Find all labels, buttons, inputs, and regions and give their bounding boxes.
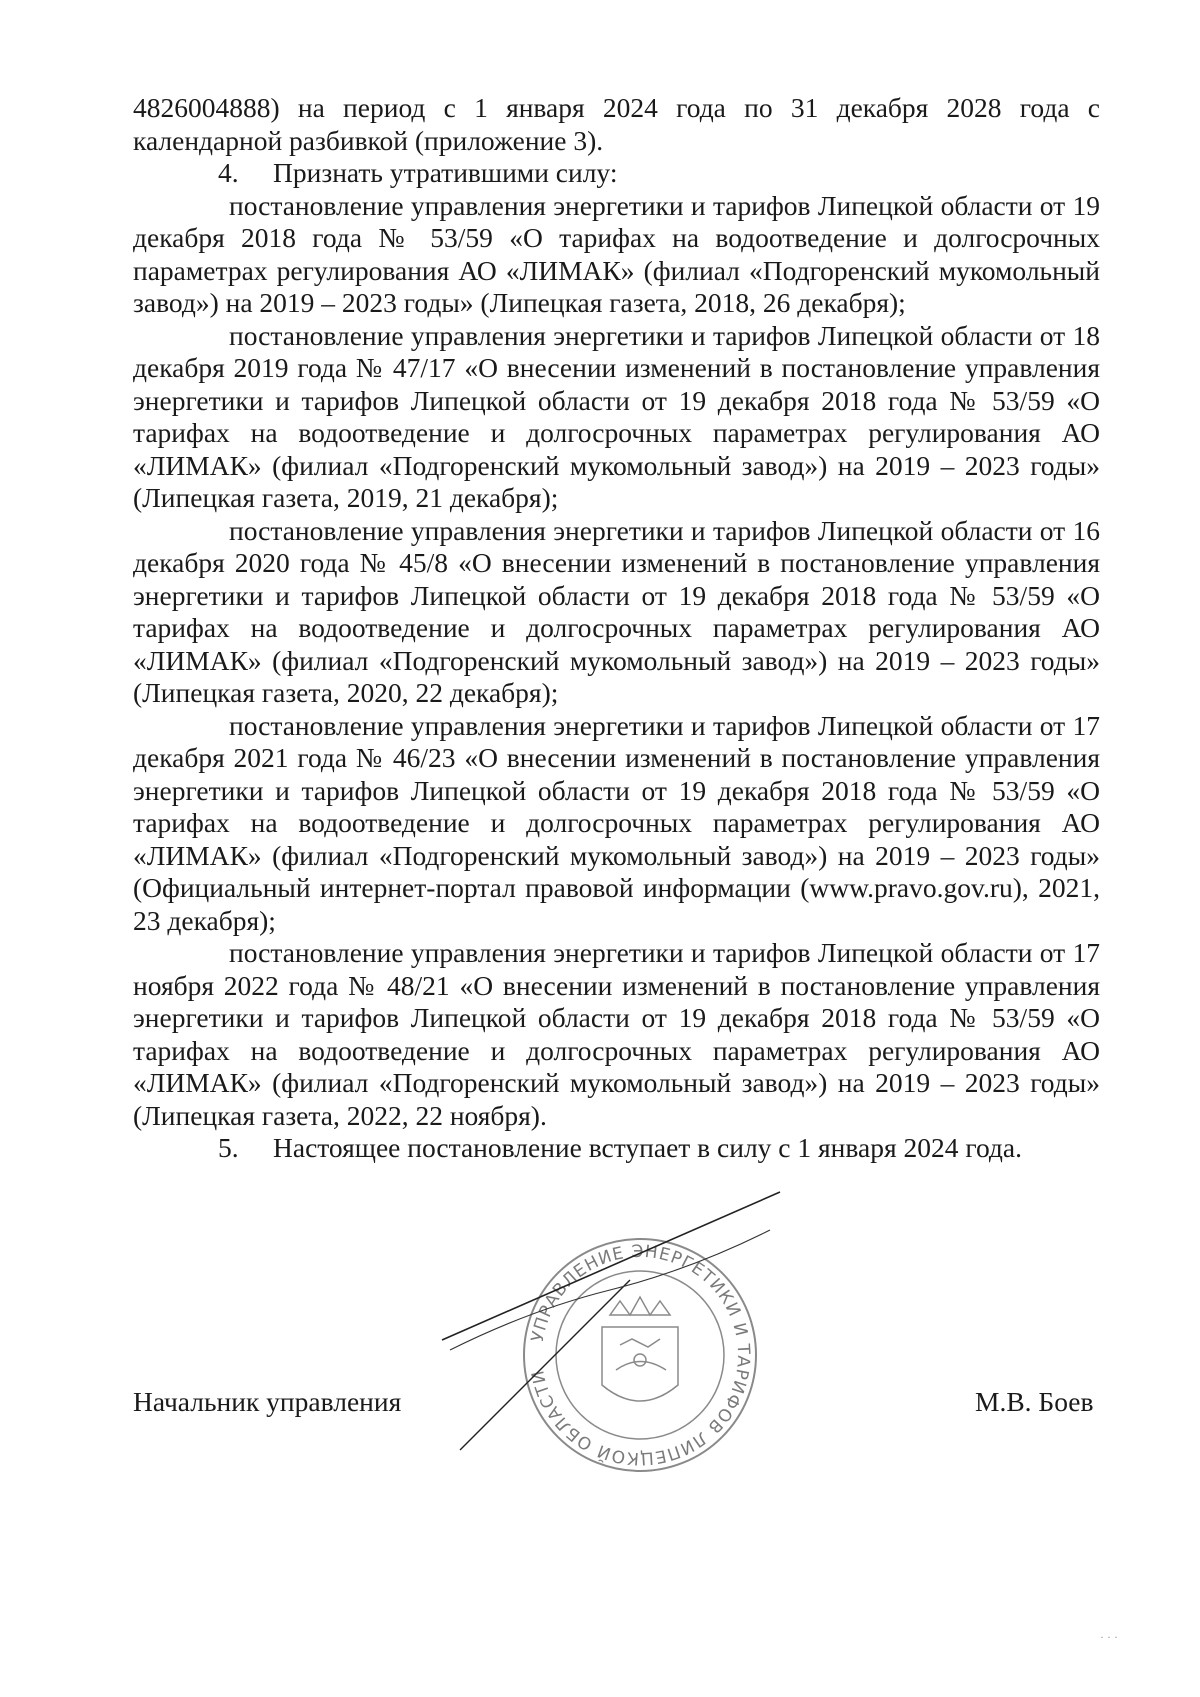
stamp-text: УПРАВЛЕНИЕ ЭНЕРГЕТИКИ И ТАРИФОВ ЛИПЕЦКОЙ ОБЛАСТИ [527, 1241, 754, 1469]
item-number: 4. [218, 157, 239, 188]
handwritten-signature [440, 1190, 850, 1520]
paragraph-item-5 [133, 1132, 1100, 1165]
paragraph-continuation: 4826004888) на период с 1 января 2024 года по 31 декабря 2028 года с календарной разбивкой (приложение 3). [133, 92, 1100, 156]
paragraph-resolution-4: постановление управления энергетики и тарифов Липецкой области от 17 декабря 2021 года № 46/23 «О внесении изменений в постановление управления энергетики и тарифов Липецкой области от 19 декабря 2018 года № 53/59 «О тарифах на водоотведение и долгосрочных параметрах регулирования АО «ЛИМАК» (филиал «Подгоренский мукомольный завод») на 2019 – 2023 годы» (Официальный интернет-портал правовой информации (www.pravo.gov.ru), 2021, 23 декабря); [133, 709, 1100, 936]
paragraph-resolution-5: постановление управления энергетики и тарифов Липецкой области от 17 ноября 2022 года № 48/21 «О внесении изменений в постановление управления энергетики и тарифов Липецкой области от 19 декабря 2018 года № 53/59 «О тарифах на водоотведение и долгосрочных параметрах регулирования АО «ЛИМАК» (филиал «Подгоренский мукомольный завод») на 2019 – 2023 годы» (Липецкая газета, 2022, 22 ноября). [133, 937, 1100, 1131]
paragraph-resolution-2: постановление управления энергетики и тарифов Липецкой области от 18 декабря 2019 года № 47/17 «О внесении изменений в постановление управления энергетики и тарифов Липецкой области от 19 декабря 2018 года № 53/59 «О тарифах на водоотведение и долгосрочных параметрах регулирования АО «ЛИМАК» (филиал «Подгоренский мукомольный завод») на 2019 – 2023 годы» (Липецкая газета, 2019, 21 декабря); [133, 319, 1100, 513]
scan-artifact: · · · [1100, 1630, 1118, 1644]
item-text: Признать утратившими силу: [273, 157, 618, 188]
item-number: 5. [218, 1132, 239, 1163]
document-body [133, 92, 1100, 1165]
paragraph-resolution-3: постановление управления энергетики и тарифов Липецкой области от 16 декабря 2020 года № 45/8 «О внесении изменений в постановление управления энергетики и тарифов Липецкой области от 19 декабря 2018 года № 53/59 «О тарифах на водоотведение и долгосрочных параметрах регулирования АО «ЛИМАК» (филиал «Подгоренский мукомольный завод») на 2019 – 2023 годы» (Липецкая газета, 2020, 22 декабря); [133, 514, 1100, 708]
paragraph-resolution-1: постановление управления энергетики и тарифов Липецкой области от 19 декабря 2018 года № 53/59 «О тарифах на водоотведение и долгосрочных параметрах регулирования АО «ЛИМАК» (филиал «Подгоренский мукомольный завод») на 2019 – 2023 годы» (Липецкая газета, 2018, 26 декабря); [133, 189, 1100, 318]
item-text: Настоящее постановление вступает в силу с 1 января 2024 года. [273, 1132, 1022, 1163]
signatory-name: М.В. Боев [975, 1386, 1094, 1417]
paragraph-item-4 [133, 157, 1100, 190]
signatory-position: Начальник управления [133, 1386, 402, 1417]
